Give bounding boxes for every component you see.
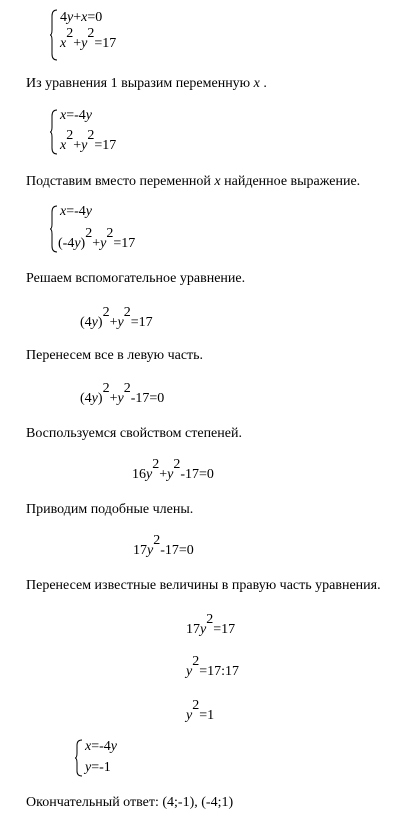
system1-line2: $x^2+y^2=17$ <box>60 26 117 51</box>
system1-brace <box>50 10 58 60</box>
system2-brace <box>50 110 58 154</box>
system4-brace <box>75 740 83 776</box>
system1-line1: 4y+x=0 <box>60 10 103 25</box>
system4-line2: y=-1 <box>85 760 111 775</box>
equation-5: $17y^2=17$ <box>186 612 236 637</box>
text-substitute: Подставим вместо переменной x найденное выражение. <box>26 174 361 189</box>
system3-brace <box>50 206 58 252</box>
system4-line1: x=-4y <box>85 739 117 754</box>
system3-line2: $(-4y)^2+y^2=17$ <box>58 226 136 251</box>
equation-7: $y^2=1$ <box>186 698 215 723</box>
equation-4: $17y^2-17=0$ <box>133 533 194 558</box>
text-express-variable: Из уравнения 1 выразим переменную x . <box>26 76 267 91</box>
system2-line1: x=-4y <box>60 108 92 123</box>
equation-3: $16y^2+y^2-17=0$ <box>132 457 214 482</box>
text-move-right: Перенесем известные величины в правую часть уравнения. <box>26 578 381 593</box>
system2-line2: $x^2+y^2=17$ <box>60 128 117 153</box>
text-power-property: Воспользуемся свойством степеней. <box>26 426 242 441</box>
final-answer: Окончательный ответ: (4;-1), (-4;1) <box>26 795 234 810</box>
equation-2: $(4y)^2+y^2-17=0$ <box>80 381 165 406</box>
text-move-left: Перенесем все в левую часть. <box>26 348 204 363</box>
text-like-terms: Приводим подобные члены. <box>26 502 194 517</box>
text-auxiliary-equation: Решаем вспомогательное уравнение. <box>26 271 246 286</box>
system3-line1: x=-4y <box>60 204 92 219</box>
equation-1: $(4y)^2+y^2=17$ <box>80 305 153 330</box>
equation-6: $y^2=17:17$ <box>186 654 240 679</box>
